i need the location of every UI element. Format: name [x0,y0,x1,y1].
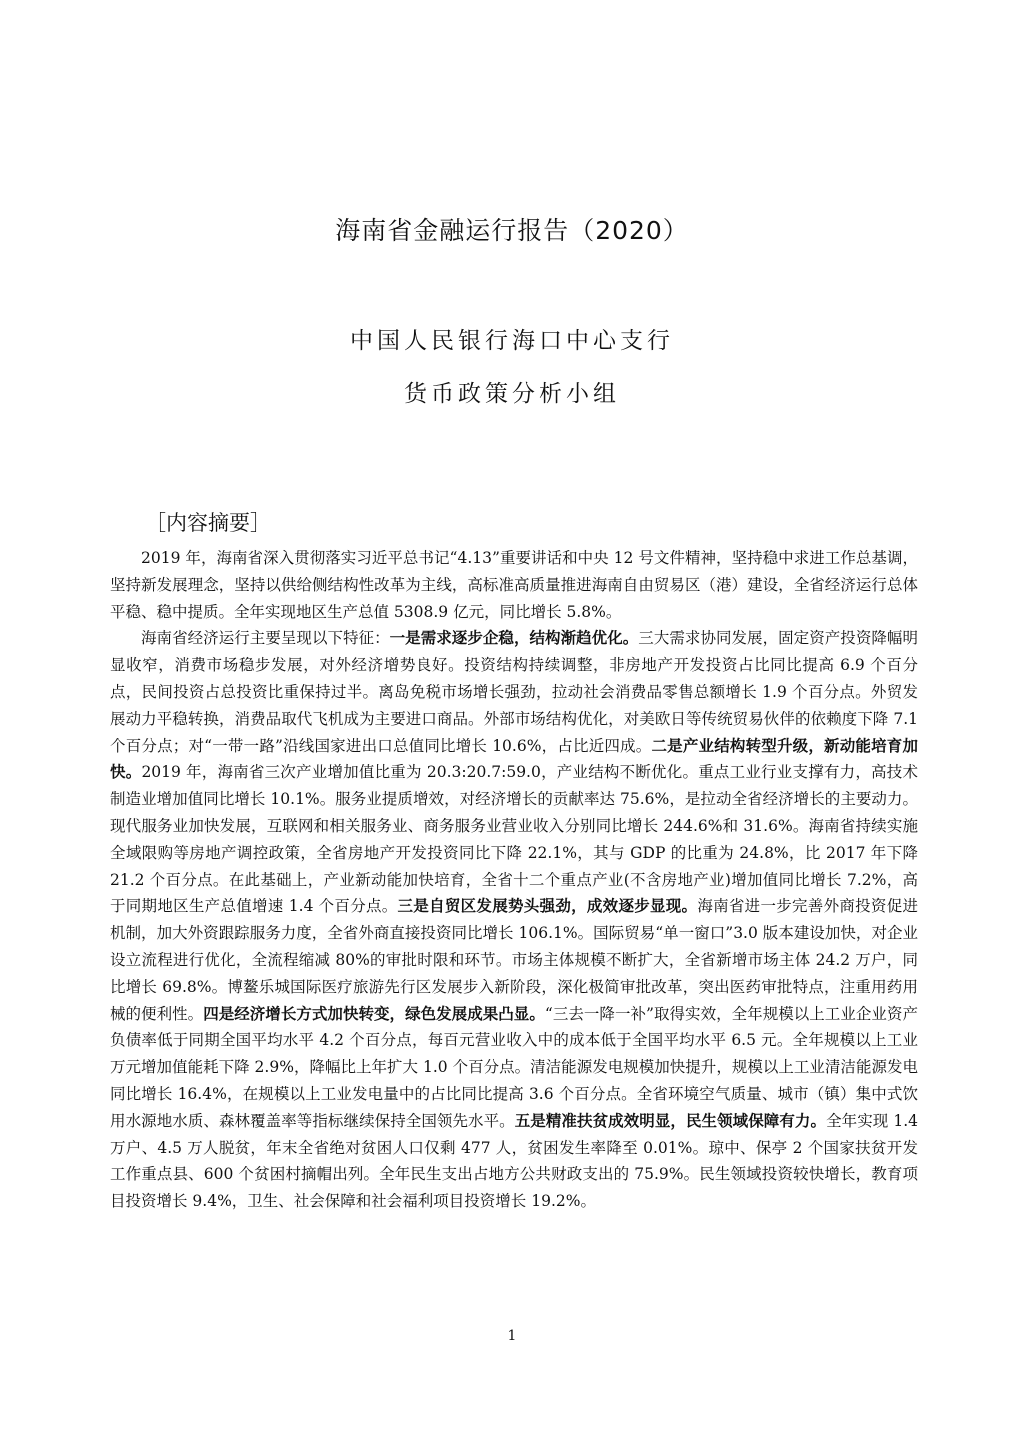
organization-department: 货币政策分析小组 [404,381,620,407]
paragraph-text: 海南省经济运行主要呈现以下特征： [141,629,390,648]
paragraph-text: “三去一降一补”取得实效，全年规模以上工业企业资产负债率低于同期全国平均水平 4.2 个百分点，每百元营业收入中的成本低于全国平均水平 6.5 元。全年规模以上工业万元增加值能耗下降 2.9%，降幅比上年扩大 1.0 个百分点。清洁能源发电规模加快提升，规模以上工业清洁能源发电同比增长 16.4%，在规模以上工业发电量中的占比同比提高 3.6 个百分点。全省环境空气质量、城市（镇）集中式饮用水源地水质、森林覆盖率等指标继续保持全国领先水平。 [110,1004,918,1130]
organization-name: 中国人民银行海口中心支行 [350,328,674,354]
highlight-heading-2: 二是产业结构转型升级，新动能培育加快。 [110,735,918,782]
abstract-body [110,545,918,1215]
page-number: 1 [507,1328,517,1344]
abstract-paragraph-2 [110,625,918,1215]
page-title: 海南省金融运行报告（2020） [335,216,689,245]
paragraph-text: 2019 年，海南省三次产业增加值比重为 20.3:20.7:59.0，产业结构不断优化。重点工业行业支撑有力，高技术制造业增加值同比增长 10.1%。服务业提质增效，对经济增长的贡献率达 75.6%，是拉动全省经济增长的主要动力。现代服务业加快发展，互联网和相关服务业、商务服务业营业收入分别同比增长 244.6%和 31.6%。海南省持续实施全域限购等房地产调控政策，全省房地产开发投资同比下降 22.1%，其与 GDP 的比重为 24.8%，比 2017 年下降 21.2 个百分点。在此基础上，产业新动能加快培育，全省十二个重点产业(不含房地产业)增加值同比增长 7.2%，高于同期地区生产总值增速 1.4 个百分点。 [110,763,918,916]
highlight-heading-3: 三是自贸区发展势头强劲，成效逐步显现。 [397,896,698,916]
paragraph-text: 全年实现 1.4 万户、4.5 万人脱贫，年末全省绝对贫困人口仅剩 477 人，贫困发生率降至 0.01%。琼中、保亭 2 个国家扶贫开发工作重点县、600 个贫困村摘帽出列。全年民生支出占地方公共财政支出的 75.9%。民生领域投资较快增长，教育项目投资增长 9.4%，卫生、社会保障和社会福利项目投资增长 19.2%。 [110,1111,918,1211]
paragraph-text: 三大需求协同发展，固定资产投资降幅明显收窄，消费市场稳步发展，对外经济增势良好。投资结构持续调整，非房地产开发投资占比同比提高 6.9 个百分点，民间投资占总投资比重保持过半。离岛免税市场增长强劲，拉动社会消费品零售总额增长 1.9 个百分点。外贸发展动力平稳转换，消费品取代飞机成为主要进口商品。外部市场结构优化，对美欧日等传统贸易伙伴的依赖度下降 7.1 个百分点；对“一带一路”沿线国家进出口总值同比增长 10.6%，占比近四成。 [110,629,918,755]
abstract-paragraph-1: 2019 年，海南省深入贯彻落实习近平总书记“4.13”重要讲话和中央 12 号文件精神，坚持稳中求进工作总基调，坚持新发展理念，坚持以供给侧结构性改革为主线，高标准高质量推进海南自由贸易区（港）建设，全省经济运行总体平稳、稳中提质。全年实现地区生产总值 5308.9 亿元，同比增长 5.8%。 [110,549,918,621]
section-heading: ［内容摘要］ [145,511,271,535]
highlight-heading-5: 五是精准扶贫成效明显，民生领域保障有力。 [514,1110,827,1130]
highlight-heading-1: 一是需求逐步企稳，结构渐趋优化。 [389,628,639,648]
highlight-heading-4: 四是经济增长方式加快转变，绿色发展成果凸显。 [203,1003,545,1023]
paragraph-text: 海南省进一步完善外商投资促进机制，加大外资跟踪服务力度，全省外商直接投资同比增长 106.1%。国际贸易“单一窗口”3.0 版本建设加快，对企业设立流程进行优化，全流程缩减 80%的审批时限和环节。市场主体规模不断扩大，全省新增市场主体 24.2 万户，同比增长 69.8%。博鳌乐城国际医疗旅游先行区发展步入新阶段，深化极简审批改革，突出医药审批特点，注重用药用械的便利性。 [110,897,918,1023]
